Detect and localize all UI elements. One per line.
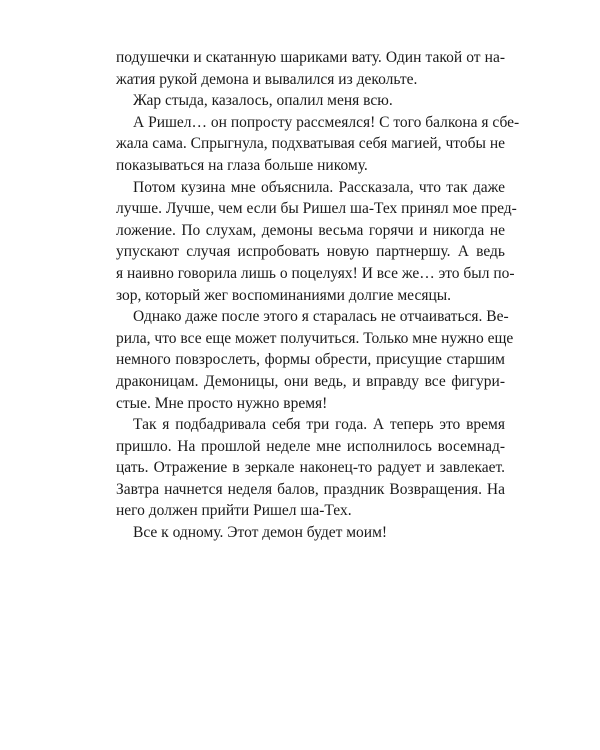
text-block bbox=[116, 47, 520, 544]
paragraph bbox=[116, 306, 514, 414]
text-line: рила, что все еще может получиться. Только мне нужно еще bbox=[116, 329, 514, 347]
text-line: Завтра начнется неделя балов, праздник Возвращения. На bbox=[116, 480, 505, 498]
paragraph bbox=[116, 177, 517, 307]
text-line: подушечки и скатанную шариками вату. Один такой от на- bbox=[116, 49, 505, 66]
text-line: А Ришел… он попросту рассмеялся! С того балкона я сбе- bbox=[133, 113, 520, 131]
paragraph bbox=[116, 90, 505, 112]
text-line: показываться на глаза больше никому. bbox=[116, 156, 368, 174]
text-line: него должен прийти Ришел ша-Тех. bbox=[116, 502, 352, 520]
text-line: лучше. Лучше, чем если бы Ришел ша-Тех принял мое пред- bbox=[116, 200, 517, 218]
text-line: стые. Мне просто нужно время! bbox=[116, 394, 328, 412]
paragraph bbox=[116, 112, 520, 177]
text-line: цать. Отражение в зеркале наконец-то радует и завлекает. bbox=[116, 459, 505, 477]
text-line: драконицам. Демоницы, они ведь, и вправду все фигури- bbox=[116, 372, 505, 390]
text-line: Однако даже после этого я старалась не отчаиваться. Ве- bbox=[133, 308, 509, 326]
text-line: немного повзрослеть, формы обрести, присущие старшим bbox=[116, 351, 505, 369]
text-line: Потом кузина мне объяснила. Рассказала, что так даже bbox=[133, 178, 505, 196]
text-line: зор, который жег воспоминаниями долгие месяцы. bbox=[116, 286, 452, 304]
text-line: пришло. На прошлой неделе мне исполнилось восемнад- bbox=[116, 437, 505, 455]
paragraph bbox=[116, 522, 505, 544]
text-line: Так я подбадривала себя три года. А теперь это время bbox=[133, 416, 505, 434]
text-line: я наивно говорила лишь о поцелуях! И все же… это был по- bbox=[116, 264, 515, 282]
text-line: упускают случая испробовать новую партнершу. А ведь bbox=[116, 243, 505, 261]
text-line: Жар стыда, казалось, опалил меня всю. bbox=[133, 92, 393, 110]
text-line: ложение. По слухам, демоны весьма горячи и никогда не bbox=[116, 221, 505, 239]
paragraph bbox=[116, 414, 505, 522]
text-line: жатия рукой демона и вывалился из декольте. bbox=[116, 70, 418, 88]
text-line: Все к одному. Этот демон будет моим! bbox=[133, 524, 388, 542]
text-line: жала сама. Спрыгнула, подхватывая себя магией, чтобы не bbox=[116, 135, 505, 153]
paragraph bbox=[116, 47, 505, 90]
